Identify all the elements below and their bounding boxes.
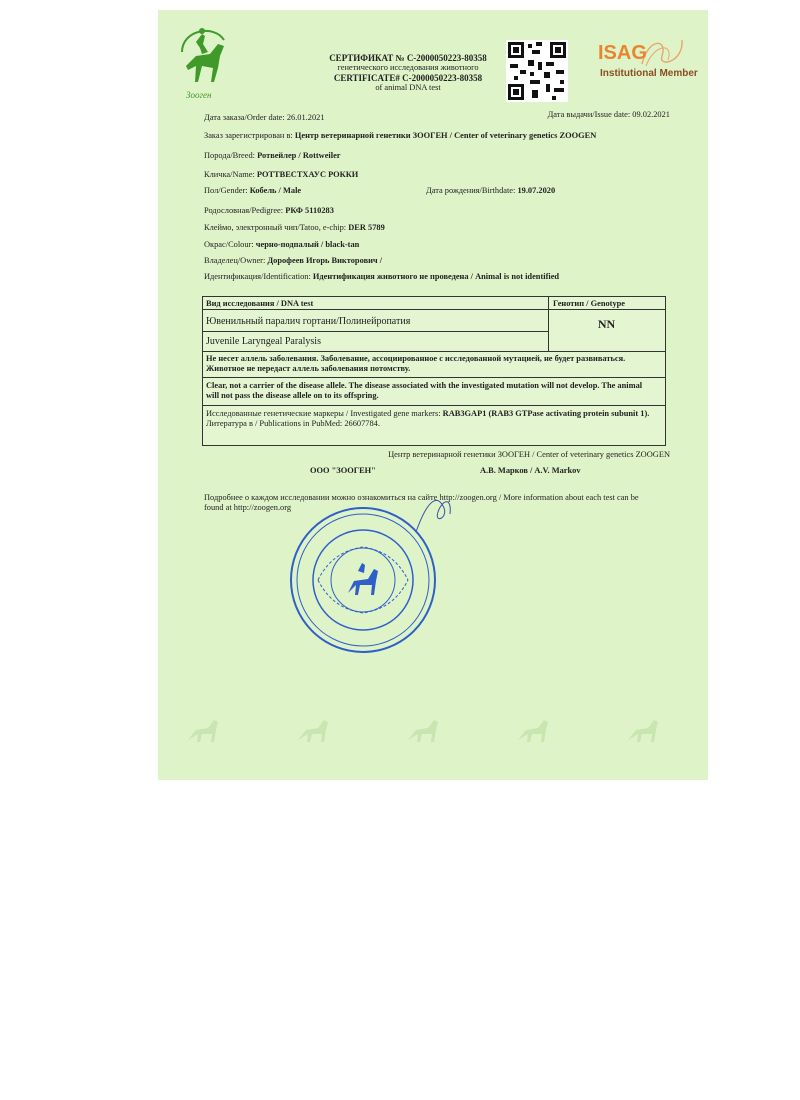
name-value: РОТТВЕСТХАУС РОККИ [256,170,359,179]
registered-row [204,131,596,141]
pedigree-value: РКФ 5110283 [285,206,334,215]
horse-logo-icon [174,22,234,92]
markers-value: RAB3GAP1 (RAB3 GTPase activating protein subunit 1). [442,409,650,418]
colour-value: черно-подпалый / black-tan [255,240,360,249]
ident-value: Идентификация животного не проведена / Animal is not identified [312,272,560,281]
qr-code-icon [506,40,568,102]
gender-row [204,186,301,196]
registered-value: Центр ветеринарной генетики ЗООГЕН / Center of veterinary genetics ZOOGEN [294,131,597,140]
subtitle-en: of animal DNA test [375,83,441,92]
birthdate-row [426,186,555,196]
owner-row [204,256,382,266]
column-header-genotype: Генотип / Genotype [553,299,626,308]
colour-label: Окрас/Colour: [204,240,256,249]
breed-label: Порода/Breed: [204,151,258,160]
stamp-icon [288,505,438,655]
birthdate-value: 19.07.2020 [517,186,556,195]
tattoo-label: Клеймо, электронный чип/Tatoo, e-chip: [204,223,349,232]
markers-label: Исследованные генетические маркеры / Investigated gene markers: [206,409,443,418]
gender-label: Пол/Gender: [204,186,250,195]
result-ru: Не несет аллель заболевания. Заболевание, ассоциированное с исследованной мутацией, не будет развиваться. Животное не передаст аллель заболевания потомству. [206,354,626,373]
column-header-test: Вид исследования / DNA test [206,299,314,308]
certificate-header [308,53,508,93]
qr-code [506,40,568,102]
order-date: Дата заказа/Order date: 26.01.2021 [204,113,325,122]
pedigree-label: Родословная/Pedigree: [204,206,286,215]
test-name-ru: Ювенильный паралич гортани/Полинейропатия [206,316,411,327]
title-en: CERTIFICATE# C-2000050223-80358 [333,73,483,83]
owner-label: Владелец/Owner: [204,256,268,265]
test-name-en: Juvenile Laryngeal Paralysis [206,336,321,347]
issue-date: Дата выдачи/Issue date: 09.02.2021 [547,110,670,119]
footer-org: ООО "ЗООГЕН" [310,466,376,475]
footer-signer: А.В. Марков / A.V. Markov [480,466,581,475]
tattoo-value: DER 5789 [348,223,385,232]
isag-member: Institutional Member [600,68,698,79]
tattoo-row [204,223,385,233]
result-en: Clear, not a carrier of the disease allele. The disease associated with the investigated mutation will not develop. The animal will not pass the disease allele on to its offspring. [206,381,643,400]
footer-center: Центр ветеринарной генетики ЗООГЕН / Center of veterinary genetics ZOOGEN [388,450,670,459]
genotype-value: NN [597,317,616,331]
gender-value: Кобель / Male [249,186,302,195]
breed-row [204,151,341,161]
subtitle-ru: генетического исследования животного [337,63,479,72]
zoogen-logo [174,22,234,102]
pedigree-row [204,206,334,216]
owner-value: Дорофеев Игорь Викторович / [267,256,383,265]
markers-literature: Литература в / Publications in PubMed: 26607784. [206,419,380,428]
identification-row [204,272,559,282]
name-row [204,170,358,180]
watermark-icon [178,700,688,760]
colour-row [204,240,359,250]
birthdate-label: Дата рождения/Birthdate: [426,186,518,195]
registered-label: Заказ зарегистрирован в: [204,131,295,140]
breed-value: Ротвейлер / Rottweiler [257,151,341,160]
isag-brand: ISAG [598,42,647,64]
logo-caption: Зооген [186,90,212,100]
gene-markers [206,409,656,429]
ident-label: Идентификация/Identification: [204,272,313,281]
more-info: Подробнее о каждом исследовании можно ознакомиться на сайте http://zoogen.org / More information about each test can be found at http://zoogen.org [204,493,639,512]
title-ru: СЕРТИФИКАТ № C-2000050223-80358 [329,53,487,63]
isag-badge [598,40,698,86]
name-label: Кличка/Name: [204,170,257,179]
dna-test-table [202,296,666,446]
certificate-sheet [158,10,708,780]
